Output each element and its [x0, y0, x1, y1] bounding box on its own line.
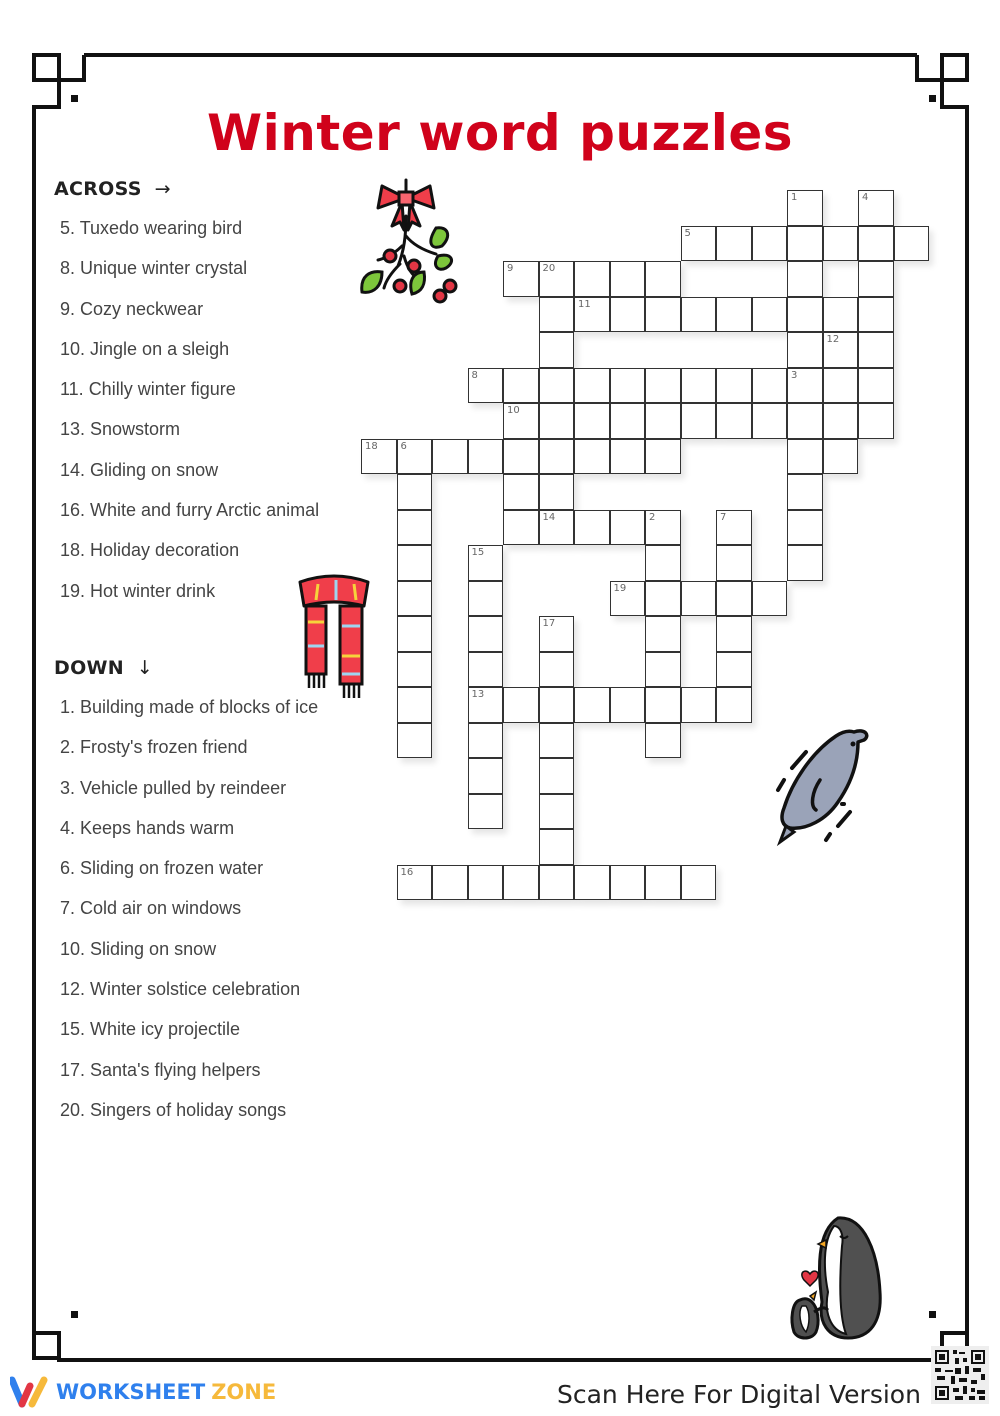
grid-cell[interactable] [645, 403, 681, 439]
grid-cell[interactable] [645, 297, 681, 333]
grid-cell[interactable] [468, 758, 504, 794]
grid-cell[interactable] [645, 581, 681, 617]
qr-code-icon[interactable] [931, 1346, 989, 1404]
clue-across-14: 14. Gliding on snow [60, 459, 219, 480]
grid-cell[interactable] [610, 581, 646, 617]
clue-number: 10 [507, 405, 520, 416]
clue-number: 6 [400, 440, 407, 452]
mistletoe-icon [356, 176, 460, 304]
grid-cell[interactable] [752, 226, 788, 262]
grid-cell[interactable] [716, 687, 752, 723]
grid-cell[interactable] [397, 616, 433, 652]
clue-number: 14 [542, 511, 556, 523]
across-heading: ACROSS → [54, 178, 171, 200]
grid-cell[interactable] [787, 474, 823, 510]
grid-cell[interactable] [468, 652, 504, 688]
grid-cell[interactable] [858, 403, 894, 439]
grid-cell[interactable] [823, 332, 859, 368]
clue-number: 13 [471, 689, 485, 700]
grid-cell[interactable] [539, 687, 575, 723]
grid-cell[interactable] [681, 226, 717, 262]
grid-cell[interactable] [574, 403, 610, 439]
grid-cell[interactable] [610, 687, 646, 723]
grid-cell[interactable] [397, 545, 433, 581]
grid-cell[interactable] [894, 226, 930, 262]
grid-cell[interactable] [610, 510, 646, 546]
grid-cell[interactable] [716, 368, 752, 404]
grid-cell[interactable] [716, 581, 752, 617]
grid-cell[interactable] [645, 723, 681, 759]
grid-cell[interactable] [645, 368, 681, 404]
grid-cell[interactable] [787, 510, 823, 546]
grid-cell[interactable] [858, 190, 894, 226]
clue-number: 15 [471, 547, 485, 558]
grid-cell[interactable] [361, 439, 397, 475]
grid-cell[interactable] [503, 510, 539, 546]
clue-down-10: 10. Sliding on snow [60, 938, 217, 959]
logo-w-icon [10, 1376, 50, 1408]
grid-cell[interactable] [787, 226, 823, 262]
grid-cell[interactable] [823, 368, 859, 404]
grid-cell[interactable] [539, 261, 575, 297]
grid-cell[interactable] [716, 226, 752, 262]
grid-cell[interactable] [539, 794, 575, 830]
grid-cell[interactable] [716, 510, 752, 546]
clue-number: 18 [365, 440, 378, 452]
grid-cell[interactable] [681, 297, 717, 333]
grid-cell[interactable] [823, 297, 859, 333]
clue-down-6: 6. Sliding on frozen water [60, 858, 264, 879]
grid-cell[interactable] [574, 368, 610, 404]
grid-cell[interactable] [503, 368, 539, 404]
grid-cell[interactable] [539, 297, 575, 333]
grid-cell[interactable] [716, 403, 752, 439]
clue-number: 2 [649, 511, 656, 523]
grid-cell[interactable] [574, 865, 610, 901]
grid-cell[interactable] [397, 865, 433, 901]
grid-cell[interactable] [610, 403, 646, 439]
grid-cell[interactable] [858, 368, 894, 404]
grid-cell[interactable] [787, 545, 823, 581]
grid-cell[interactable] [468, 616, 504, 652]
clue-number: 19 [613, 582, 627, 594]
clue-number: 9 [507, 263, 514, 274]
sliding-penguin-icon [766, 722, 876, 856]
clue-down-12: 12. Winter solstice celebration [60, 979, 301, 1000]
grid-cell[interactable] [610, 865, 646, 901]
grid-cell[interactable] [397, 581, 433, 617]
grid-cell[interactable] [823, 439, 859, 475]
grid-cell[interactable] [787, 297, 823, 333]
clue-down-1: 1. Building made of blocks of ice [60, 697, 319, 717]
grid-cell[interactable] [681, 687, 717, 723]
clue-across-11: 11. Chilly winter figure [60, 379, 236, 400]
arrow-right-icon: → [154, 178, 171, 200]
grid-cell[interactable] [716, 652, 752, 688]
clue-number: 20 [542, 263, 556, 274]
clue-number: 17 [542, 618, 556, 629]
clue-number: 8 [471, 369, 478, 381]
grid-cell[interactable] [752, 297, 788, 333]
grid-cell[interactable] [503, 865, 539, 901]
grid-cell[interactable] [681, 865, 717, 901]
grid-cell[interactable] [787, 368, 823, 404]
grid-cell[interactable] [539, 510, 575, 546]
scarf-icon [294, 570, 374, 702]
grid-cell[interactable] [645, 510, 681, 546]
clue-across-16: 16. White and furry Arctic animal [60, 500, 320, 521]
grid-cell[interactable] [468, 581, 504, 617]
clue-down-3: 3. Vehicle pulled by reindeer [60, 777, 287, 798]
grid-cell[interactable] [858, 332, 894, 368]
clue-across-13: 13. Snowstorm [60, 419, 181, 440]
grid-cell[interactable] [681, 581, 717, 617]
grid-cell[interactable] [574, 261, 610, 297]
clue-number: 5 [684, 227, 691, 239]
grid-cell[interactable] [645, 545, 681, 581]
grid-cell[interactable] [645, 261, 681, 297]
grid-cell[interactable] [716, 297, 752, 333]
grid-cell[interactable] [503, 261, 539, 297]
grid-cell[interactable] [858, 226, 894, 262]
grid-cell[interactable] [645, 616, 681, 652]
grid-cell[interactable] [468, 545, 504, 581]
clue-number: 11 [578, 298, 591, 310]
grid-cell[interactable] [823, 226, 859, 262]
grid-cell[interactable] [468, 794, 504, 830]
clue-down-15: 15. White icy projectile [60, 1019, 241, 1040]
across-clue-list [60, 214, 330, 617]
grid-cell[interactable] [858, 261, 894, 297]
grid-cell[interactable] [823, 403, 859, 439]
down-clue-list [60, 693, 330, 1136]
clue-across-19: 19. Hot winter drink [60, 580, 216, 601]
grid-cell[interactable] [539, 865, 575, 901]
scan-instruction: Scan Here For Digital Version [557, 1380, 921, 1409]
grid-cell[interactable] [432, 865, 468, 901]
grid-cell[interactable] [574, 510, 610, 546]
clue-number: 7 [720, 511, 727, 523]
logo-text-zone: ZONE [211, 1380, 277, 1404]
grid-cell[interactable] [397, 687, 433, 723]
grid-cell[interactable] [539, 616, 575, 652]
clue-across-18: 18. Holiday decoration [60, 540, 240, 561]
grid-cell[interactable] [539, 332, 575, 368]
grid-cell[interactable] [539, 723, 575, 759]
clue-across-10: 10. Jingle on a sleigh [60, 338, 230, 359]
clue-down-2: 2. Frosty's frozen friend [60, 737, 248, 758]
clue-down-17: 17. Santa's flying helpers [60, 1059, 261, 1080]
grid-cell[interactable] [610, 261, 646, 297]
clue-across-9: 9. Cozy neckwear [60, 298, 204, 319]
grid-cell[interactable] [539, 758, 575, 794]
clue-number: 1 [791, 192, 798, 203]
grid-cell[interactable] [468, 368, 504, 404]
grid-cell[interactable] [539, 368, 575, 404]
grid-cell[interactable] [787, 403, 823, 439]
grid-cell[interactable] [397, 723, 433, 759]
grid-cell[interactable] [716, 616, 752, 652]
grid-cell[interactable] [645, 652, 681, 688]
grid-cell[interactable] [503, 687, 539, 723]
grid-cell[interactable] [610, 368, 646, 404]
grid-cell[interactable] [681, 368, 717, 404]
grid-cell[interactable] [787, 261, 823, 297]
grid-cell[interactable] [397, 510, 433, 546]
grid-cell[interactable] [503, 474, 539, 510]
clue-across-8: 8. Unique winter crystal [60, 258, 248, 279]
clue-across-5: 5. Tuxedo wearing bird [60, 218, 243, 238]
page-title: Winter word puzzles [206, 104, 794, 162]
grid-cell[interactable] [610, 439, 646, 475]
grid-cell[interactable] [574, 687, 610, 723]
grid-cell[interactable] [397, 474, 433, 510]
grid-cell[interactable] [468, 687, 504, 723]
grid-cell[interactable] [539, 439, 575, 475]
grid-cell[interactable] [787, 190, 823, 226]
grid-cell[interactable] [645, 687, 681, 723]
grid-cell[interactable] [397, 439, 433, 475]
grid-cell[interactable] [503, 403, 539, 439]
grid-cell[interactable] [468, 439, 504, 475]
grid-cell[interactable] [645, 439, 681, 475]
grid-cell[interactable] [752, 368, 788, 404]
grid-cell[interactable] [645, 865, 681, 901]
grid-cell[interactable] [574, 439, 610, 475]
arrow-down-icon: ↓ [136, 657, 154, 679]
grid-cell[interactable] [681, 403, 717, 439]
clue-down-20: 20. Singers of holiday songs [60, 1099, 287, 1120]
grid-cell[interactable] [503, 439, 539, 475]
grid-cell[interactable] [468, 723, 504, 759]
clue-down-4: 4. Keeps hands warm [60, 817, 235, 838]
clue-number: 3 [791, 369, 798, 381]
grid-cell[interactable] [574, 297, 610, 333]
clue-number: 12 [826, 334, 840, 345]
grid-cell[interactable] [610, 297, 646, 333]
grid-cell[interactable] [432, 439, 468, 475]
grid-cell[interactable] [787, 332, 823, 368]
clue-down-7: 7. Cold air on windows [60, 898, 242, 919]
grid-cell[interactable] [858, 297, 894, 333]
worksheetzone-logo[interactable] [10, 1376, 276, 1408]
grid-cell[interactable] [752, 581, 788, 617]
grid-cell[interactable] [397, 652, 433, 688]
penguin-family-icon [788, 1212, 884, 1342]
clue-number: 4 [862, 192, 869, 203]
grid-cell[interactable] [468, 865, 504, 901]
grid-cell[interactable] [539, 829, 575, 865]
logo-text-worksheet: WORKSHEET [56, 1380, 206, 1404]
down-heading: DOWN ↓ [54, 657, 154, 679]
clue-number: 16 [400, 866, 414, 878]
grid-cell[interactable] [787, 439, 823, 475]
grid-cell[interactable] [539, 652, 575, 688]
grid-cell[interactable] [716, 545, 752, 581]
grid-cell[interactable] [539, 403, 575, 439]
grid-cell[interactable] [539, 474, 575, 510]
grid-cell[interactable] [752, 403, 788, 439]
